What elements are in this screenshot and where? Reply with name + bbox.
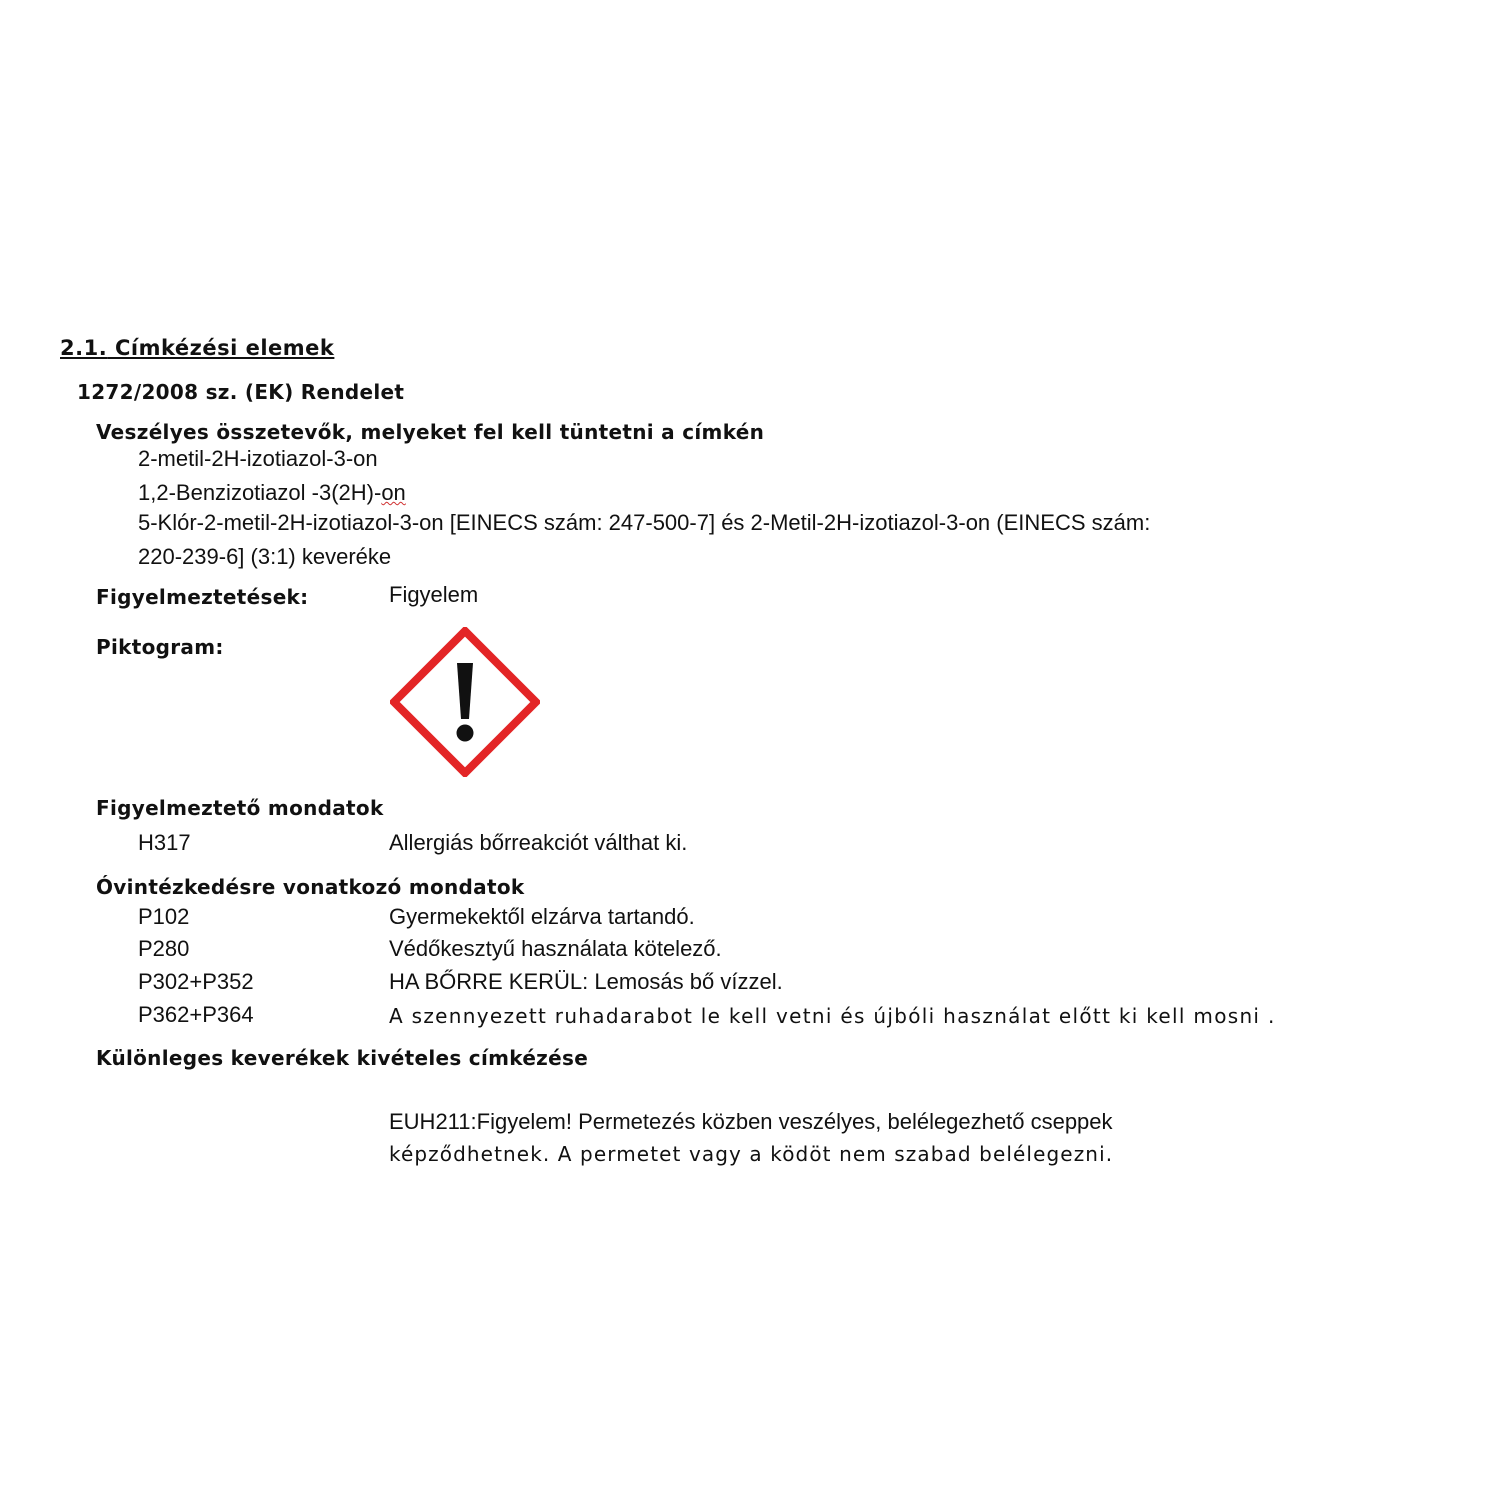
precaution-text: Gyermekektől elzárva tartandó. bbox=[389, 904, 695, 929]
section-title: Címkézési elemek bbox=[115, 336, 335, 360]
section-number: 2.1. bbox=[60, 336, 108, 360]
component-item-text: 1,2-Benzizotiazol -3(2H)- bbox=[138, 480, 382, 505]
component-item bbox=[138, 480, 406, 506]
hazardous-components-heading: Veszélyes összetevők, melyeket fel kell tüntetni a címkén bbox=[96, 420, 765, 444]
euh-statement-line: EUH211:Figyelem! Permetezés közben veszélyes, belélegezhető cseppek bbox=[389, 1109, 1113, 1134]
precaution-text: Védőkesztyű használata kötelező. bbox=[389, 936, 722, 961]
section-heading bbox=[60, 336, 334, 360]
precaution-code: P102 bbox=[138, 904, 190, 929]
precaution-text: A szennyezett ruhadarabot le kell vetni és újbóli használat előtt ki kell mosni . bbox=[389, 1004, 1276, 1028]
hazard-statements-heading: Figyelmeztető mondatok bbox=[96, 796, 384, 820]
precaution-code: P362+P364 bbox=[138, 1002, 254, 1027]
component-item: 5-Klór-2-metil-2H-izotiazol-3-on [EINECS szám: 247-500-7] és 2-Metil-2H-izotiazol-3-on (EINECS szám: bbox=[138, 510, 1151, 535]
precaution-code: P302+P352 bbox=[138, 969, 254, 994]
precaution-text: HA BŐRRE KERÜL: Lemosás bő vízzel. bbox=[389, 969, 783, 994]
signal-word-label: Figyelmeztetések: bbox=[96, 585, 309, 609]
component-item: 220-239-6] (3:1) keveréke bbox=[138, 544, 392, 569]
hazard-text: Allergiás bőrreakciót válthat ki. bbox=[389, 830, 688, 855]
regulation-heading: 1272/2008 sz. (EK) Rendelet bbox=[77, 380, 405, 404]
component-item: 2-metil-2H-izotiazol-3-on bbox=[138, 446, 378, 471]
spellcheck-marked-word: on bbox=[381, 480, 406, 505]
hazard-code: H317 bbox=[138, 830, 191, 855]
precaution-code: P280 bbox=[138, 936, 190, 961]
signal-word-value: Figyelem bbox=[389, 582, 479, 607]
special-labelling-heading: Különleges keverékek kivételes címkézése bbox=[96, 1046, 589, 1070]
euh-statement-line: képződhetnek. A permetet vagy a ködöt nem szabad belélegezni. bbox=[389, 1142, 1114, 1166]
pictogram-label: Piktogram: bbox=[96, 635, 224, 659]
ghs07-exclamation-mark-icon bbox=[390, 627, 540, 777]
precautionary-statements-heading: Óvintézkedésre vonatkozó mondatok bbox=[96, 875, 525, 899]
